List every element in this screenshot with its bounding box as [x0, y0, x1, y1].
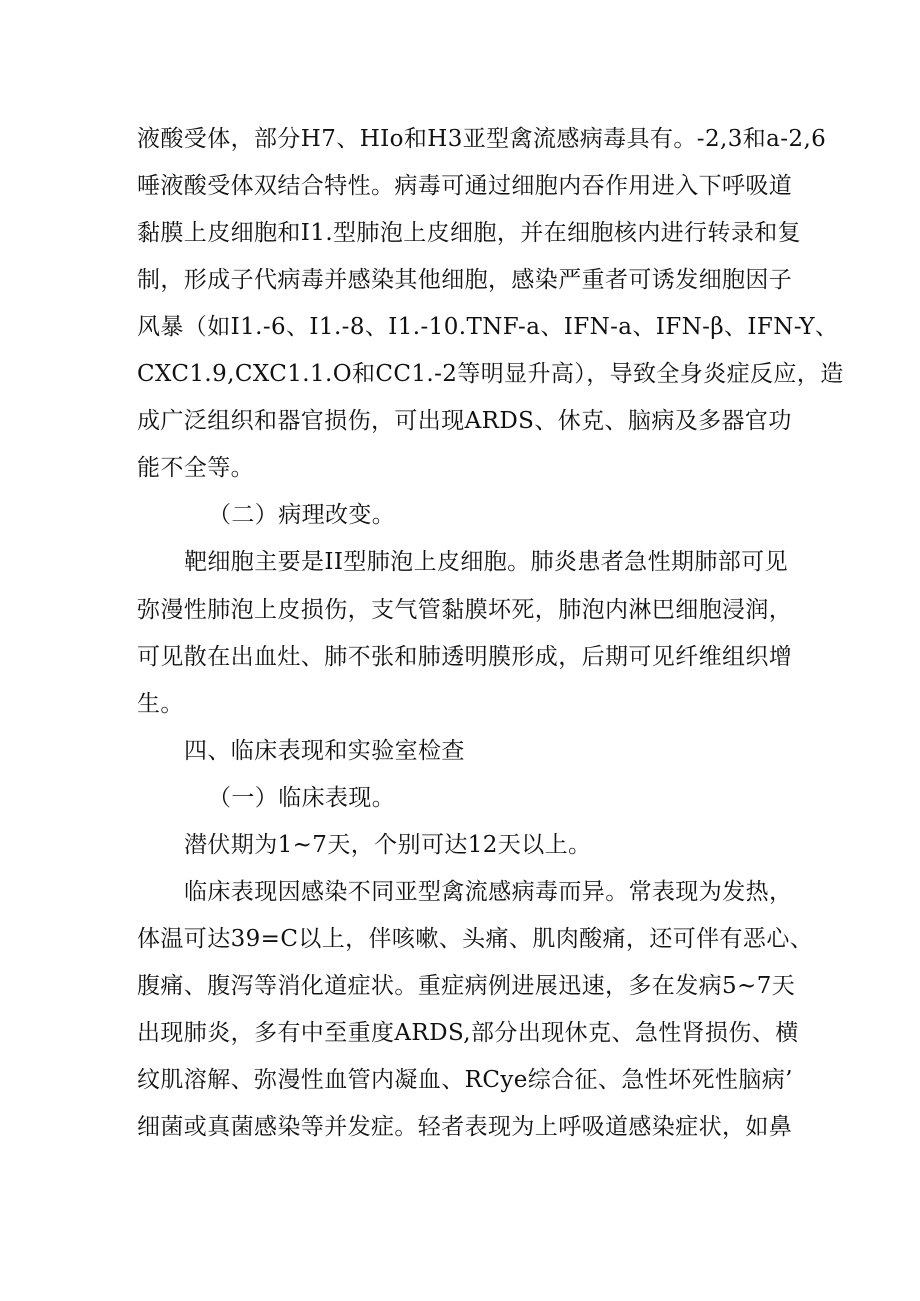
body-text-line: 能不全等。 [137, 455, 254, 481]
section-heading: （二）病理改变。 [208, 502, 396, 528]
body-text-line: 细菌或真菌感染等并发症。轻者表现为上呼吸道感染症状，如鼻 [137, 1114, 793, 1140]
section-heading: （一）临床表现。 [208, 785, 396, 811]
body-text-line: 弥漫性肺泡上皮损伤，支气管黏膜坏死，肺泡内淋巴细胞浸润， [137, 597, 793, 623]
body-text-line: 纹肌溶解、弥漫性血管内凝血、RCye综合征、急性坏死性脑病’ [137, 1067, 793, 1093]
body-text-line: 液酸受体，部分H7、HIo和H3亚型禽流感病毒具有。-2,3和a-2,6 [137, 126, 827, 152]
body-text-line: 黏膜上皮细胞和I1.型肺泡上皮细胞，并在细胞核内进行转录和复 [137, 220, 802, 246]
paragraph-first-line: 潜伏期为1~7天，个别可达12天以上。 [184, 832, 592, 858]
body-text-line: CXC1.9,CXC1.1.O和CC1.-2等明显升高），导致全身炎症反应，造 [137, 361, 844, 387]
body-text-line: 腹痛、腹泻等消化道症状。重症病例进展迅速，多在发病5~7天 [137, 973, 796, 999]
body-text-line: 风暴（如I1.-6、I1.-8、I1.-10.TNF-a、IFN-a、IFN-β、IFN-Y、 [137, 314, 839, 340]
body-text-line: 生。 [137, 691, 184, 717]
body-text-line: 制，形成子代病毒并感染其他细胞，感染严重者可诱发细胞因子 [137, 267, 793, 293]
body-text-line: 成广泛组织和器官损伤，可出现ARDS、休克、脑病及多器官功 [137, 408, 792, 434]
chapter-heading: 四、临床表现和实验室检查 [184, 738, 465, 764]
body-text-line: 唾液酸受体双结合特性。病毒可通过细胞内吞作用进入下呼吸道 [137, 173, 793, 199]
body-text-line: 可见散在出血灶、肺不张和肺透明膜形成，后期可见纤维组织增 [137, 644, 793, 670]
paragraph-first-line: 临床表现因感染不同亚型禽流感病毒而异。常表现为发热， [184, 879, 793, 905]
paragraph-first-line: 靶细胞主要是II型肺泡上皮细胞。肺炎患者急性期肺部可见 [184, 549, 788, 575]
body-text-line: 出现肺炎，多有中至重度ARDS,部分出现休克、急性肾损伤、横 [137, 1020, 799, 1046]
body-text-line: 体温可达39=C以上，伴咳嗽、头痛、肌肉酸痛，还可伴有恶心、 [137, 926, 814, 952]
